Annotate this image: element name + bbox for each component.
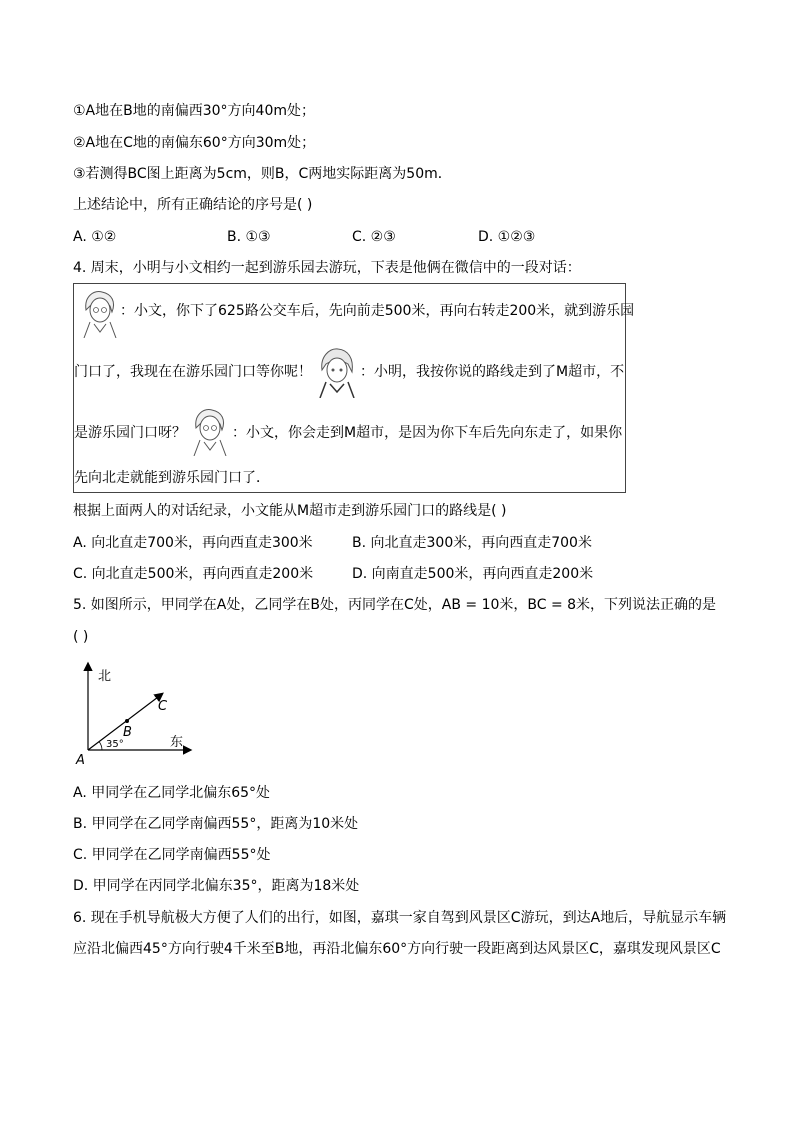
dialog-line-2b: ：小明，我按你说的路线走到了M超市，不 <box>360 364 625 380</box>
point-a-label: A <box>76 753 85 768</box>
q3-question: 上述结论中，所有正确结论的序号是( ) <box>73 197 313 213</box>
q3-option-d: D. ①②③ <box>478 229 536 245</box>
dialog-line-1: ：小文，你下了625路公交车后，先向前走500米，再向右转走200米，就到游乐园 <box>120 303 635 319</box>
q3-option-c: C. ②③ <box>352 229 396 245</box>
angle-label: 35° <box>106 739 124 750</box>
q3-statement-2: ②A地在C地的南偏东60°方向30m处； <box>73 135 316 151</box>
q4-option-c: C. 向北直走500米，再向西直走200米 <box>73 566 314 582</box>
dialog-line-3b: ：小文，你会走到M超市，是因为你下车后先向东走了，如果你 <box>232 425 623 441</box>
point-b-label: B <box>123 725 132 740</box>
q5-option-d: D. 甲同学在丙同学北偏东35°，距离为18米处 <box>73 878 360 894</box>
q5-paren: ( ) <box>73 629 89 645</box>
q6-line-1: 6. 现在手机导航极大方便了人们的出行，如图，嘉琪一家自驾到风景区C游玩，到达A地后，导航显示车辆 <box>73 910 727 926</box>
q4-question: 根据上面两人的对话纪录，小文能从M超市走到游乐园门口的路线是( ) <box>73 503 507 519</box>
north-label: 北 <box>98 669 112 684</box>
dialog-line-2a: 门口了，我现在在游乐园门口等你呢！ <box>74 364 312 380</box>
q3-statement-1: ①A地在B地的南偏西30°方向40m处； <box>73 103 315 119</box>
q5-stem: 5. 如图所示，甲同学在A处，乙同学在B处，丙同学在C处，AB = 10米，BC = 8米，下列说法正确的是 <box>73 597 717 613</box>
q5-option-a: A. 甲同学在乙同学北偏东65°处 <box>73 785 271 801</box>
q3-option-b: B. ①③ <box>227 229 271 245</box>
q5-option-c: C. 甲同学在乙同学南偏西55°处 <box>73 847 271 863</box>
q3-statement-3: ③若测得BC图上距离为5cm，则B，C两地实际距离为50m． <box>73 166 452 182</box>
avatar-xiaoming <box>76 288 122 338</box>
q5-option-b: B. 甲同学在乙同学南偏西55°，距离为10米处 <box>73 816 359 832</box>
q3-option-a: A. ①② <box>73 229 117 245</box>
dialog-line-4: 先向北走就能到游乐园门口了． <box>74 470 270 486</box>
q6-line-2: 应沿北偏西45°方向行驶4千米至B地，再沿北偏东60°方向行驶一段距离到达风景区C，嘉琪发现风景区C <box>73 941 721 957</box>
q5-figure <box>70 658 200 768</box>
point-c-label: C <box>158 699 168 714</box>
point-b-dot <box>125 719 129 723</box>
q4-intro: 4. 周末，小明与小文相约一起到游乐园去游玩，下表是他俩在微信中的一段对话： <box>73 260 581 276</box>
q4-option-a: A. 向北直走700米，再向西直走300米 <box>73 535 313 551</box>
avatar-xiaowen <box>314 346 360 398</box>
east-label: 东 <box>170 735 184 750</box>
avatar-xiaoming-2 <box>186 406 232 456</box>
q4-option-b: B. 向北直走300米，再向西直走700米 <box>352 535 592 551</box>
dialog-line-3a: 是游乐园门口呀？ <box>74 425 186 441</box>
angle-arc <box>99 742 102 751</box>
dialog-box <box>73 283 635 493</box>
q4-option-d: D. 向南直走500米，再向西直走200米 <box>352 566 594 582</box>
